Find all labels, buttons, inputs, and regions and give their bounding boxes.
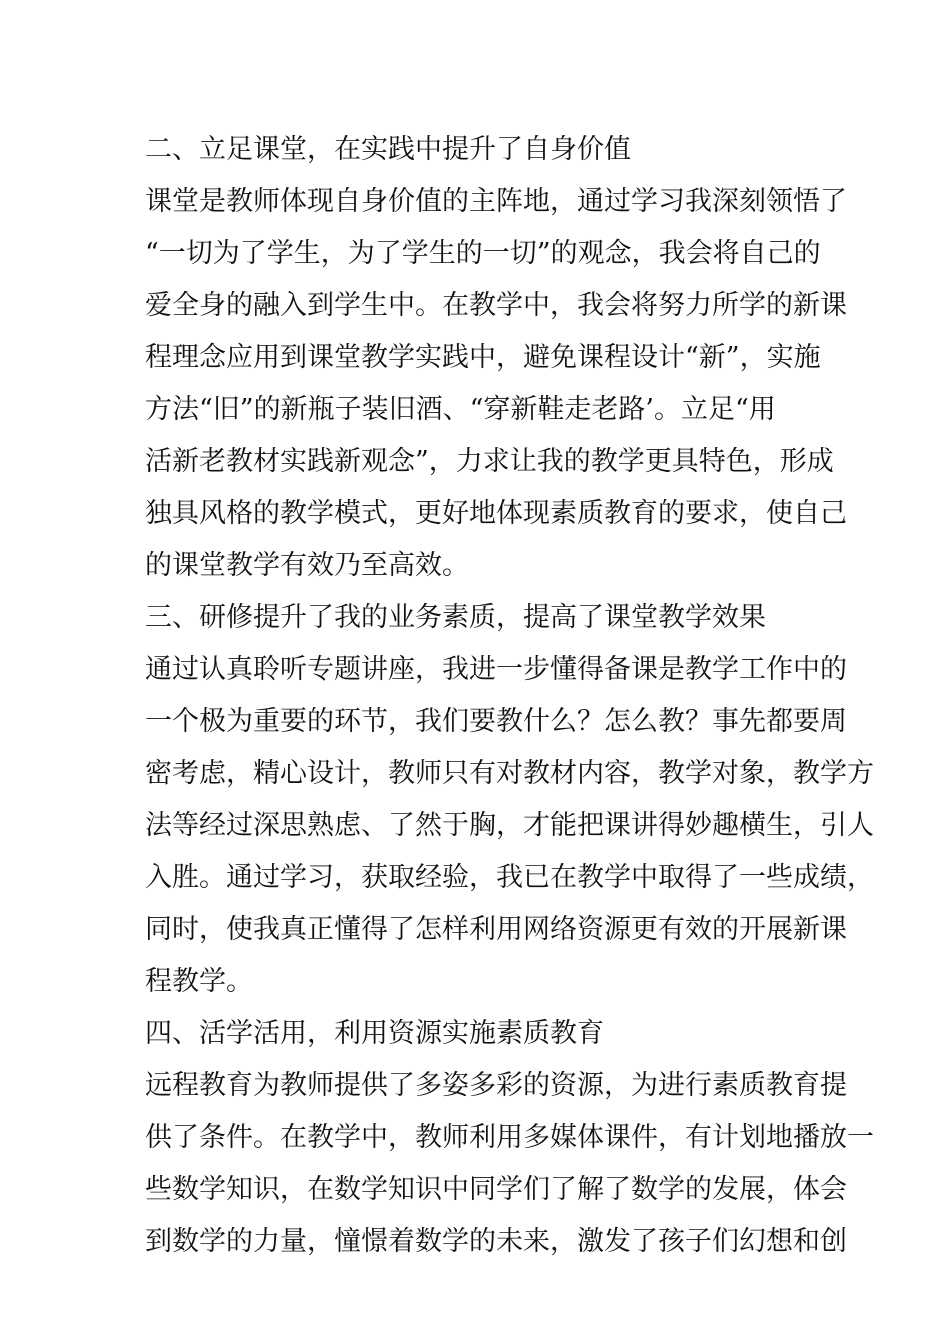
section-2-line-8: 的课堂教学有效乃至高效。 [145,550,469,581]
section-3-line-7: 程教学。 [145,966,253,997]
section-4-line-2: 供了条件。在教学中，教师利用多媒体课件，有计划地播放一 [145,1122,874,1153]
section-2-line-2: “一切为了学生，为了学生的一切”的观念，我会将自己的 [145,238,821,269]
section-4-heading: 四、活学活用，利用资源实施素质教育 [145,1018,604,1049]
section-4-line-4: 到数学的力量，憧憬着数学的未来，激发了孩子们幻想和创 [145,1226,847,1257]
section-4-line-1: 远程教育为教师提供了多姿多彩的资源，为进行素质教育提 [145,1070,847,1101]
section-3-line-4: 法等经过深思熟虑、了然于胸，才能把课讲得妙趣横生，引人 [145,810,874,841]
document-body [145,128,874,1272]
section-2-line-7: 独具风格的教学模式，更好地体现素质教育的要求，使自己 [145,498,847,529]
section-3-line-3: 密考虑，精心设计，教师只有对教材内容，教学对象，教学方 [145,758,874,789]
section-3-heading: 三、研修提升了我的业务素质，提高了课堂教学效果 [145,602,766,633]
section-3-line-5: 入胜。通过学习，获取经验，我已在教学中取得了一些成绩， [145,862,874,893]
section-2-line-3: 爱全身的融入到学生中。在教学中，我会将努力所学的新课 [145,290,847,321]
section-3-line-2: 一个极为重要的环节，我们要教什么？怎么教？事先都要周 [145,706,847,737]
section-4-line-3: 些数学知识，在数学知识中同学们了解了数学的发展，体会 [145,1174,847,1205]
section-2-line-6: 活新老教材实践新观念”，力求让我的教学更具特色，形成 [145,446,834,477]
section-2-line-5: 方法“旧”的新瓶子装旧酒、“穿新鞋走老路’。立足“用 [145,394,776,425]
section-2-line-4: 程理念应用到课堂教学实践中，避免课程设计“新”，实施 [145,342,821,373]
section-3-line-6: 同时，使我真正懂得了怎样利用网络资源更有效的开展新课 [145,914,847,945]
section-2-line-1: 课堂是教师体现自身价值的主阵地，通过学习我深刻领悟了 [145,186,847,217]
section-2-heading: 二、立足课堂，在实践中提升了自身价值 [145,134,631,165]
section-3-line-1: 通过认真聆听专题讲座，我进一步懂得备课是教学工作中的 [145,654,847,685]
